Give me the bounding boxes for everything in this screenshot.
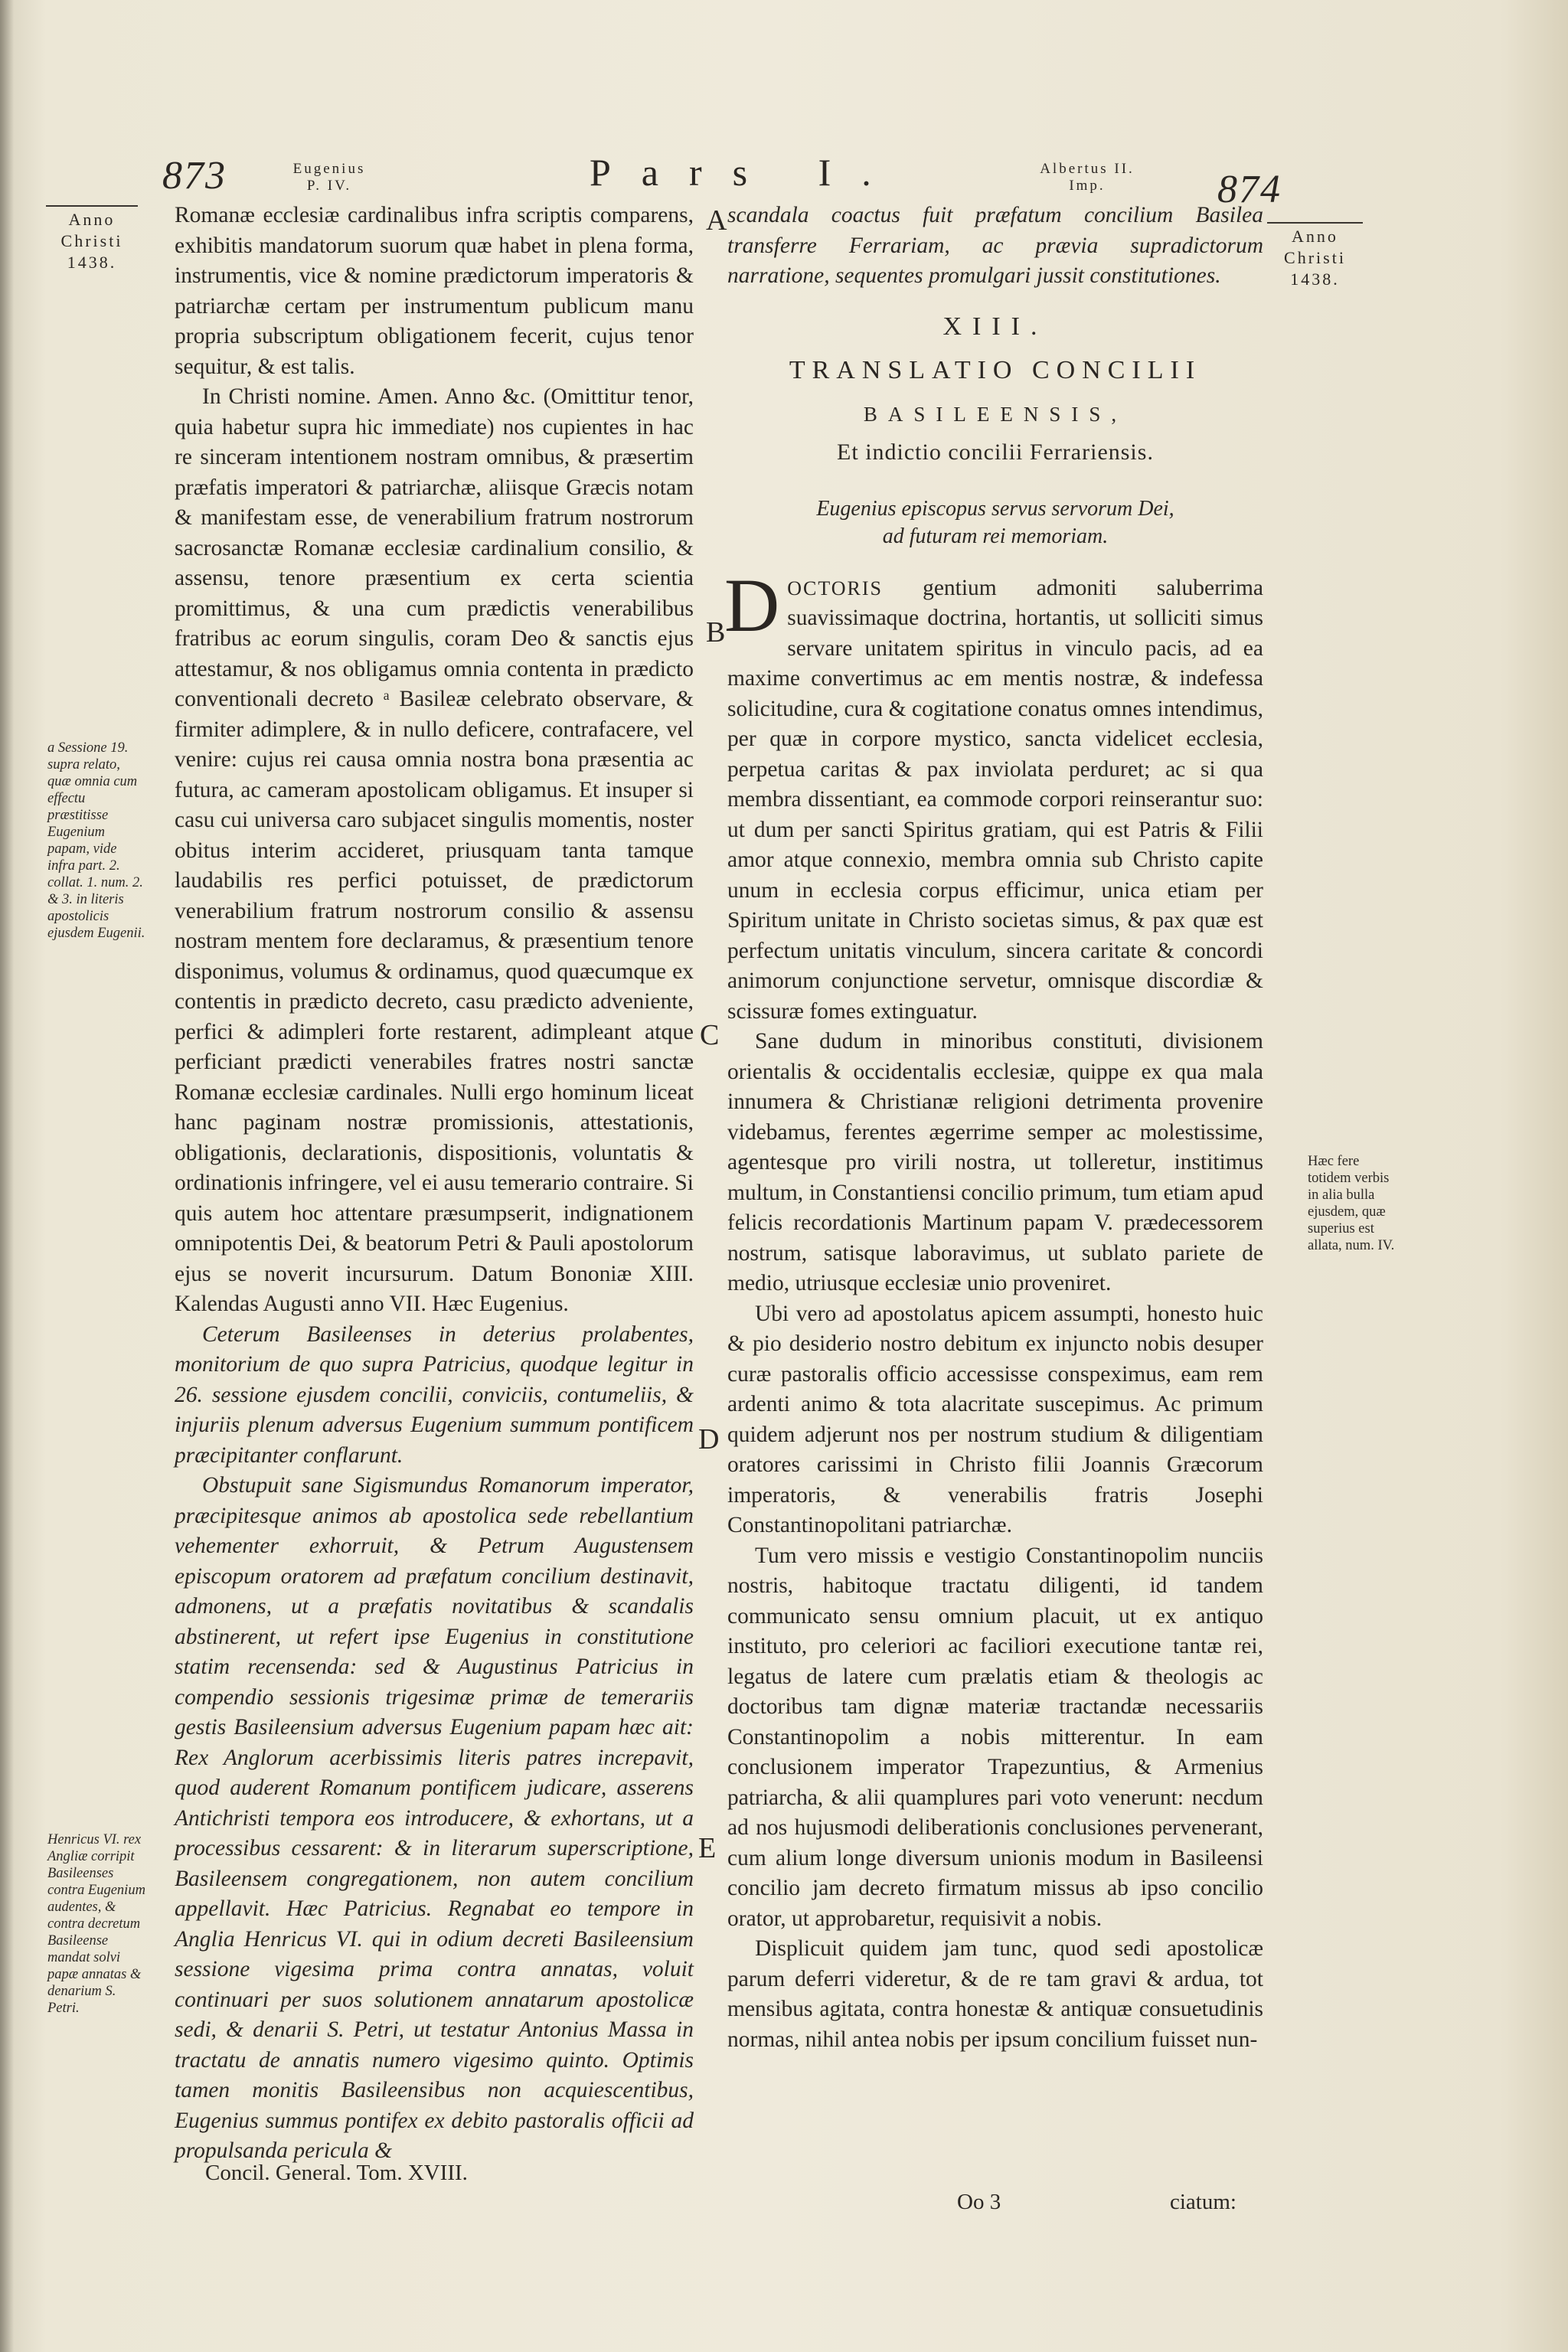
- chapter-subtitle: BASILEENSIS,: [863, 402, 1128, 426]
- left-paragraph-1: Romanæ ecclesiæ cardinalibus infra scriptis comparens, exhibitis mandatorum suorum quæ habet in plena forma, instrumentis, vice & nomine prædictorum imperatoris & patriarchæ certam per instrumentum publicum manu propria subscriptum obligationem fecerit, cujus tenor sequitur, & est talis.: [175, 203, 694, 379]
- bull-address: Eugenius episcopus servus servorum Dei, ad futuram rei memoriam.: [816, 496, 1174, 548]
- right-paragraph-5: Displicuit quidem jam tunc, quod sedi apostolicæ parum deferri videretur, & de re tam gravi & ardua, tot mensibus agitata, contra honestæ & antiquæ consuetudinis normas, nihil antea nobis per ipsum concilium fuisset nun-: [727, 1936, 1263, 2052]
- right-paragraph-4: Tum vero missis e vestigio Constantinopolim nunciis nostris, habitoque tractatu diligenti, id tandem communicato sensu omnium placuit, ut ex antiquo instituto, pro celeriori ac faciliori executione tantæ rei, legatus de latere cum prælatis etiam & theologis ac doctoribus tam dignæ materiæ tractandæ necessariis Constantinopolim a nobis mitterentur. In eam conclusionem imperator Trapezuntius, & Armenius patriarcha, & alii quamplures pari voto venerunt: necdum ad nos hujusmodi deliberationis conclusiones pervenerant, cum alium longe diversum unionis modum in Basileensi concilio jam decreto firmatum missus ab ipso concilio orator, ut approbaretur, requisivit a nobis.: [727, 1543, 1263, 1931]
- section-letter-e: E: [698, 1832, 717, 1864]
- drop-cap: D: [724, 562, 780, 648]
- section-letter-d: D: [698, 1423, 720, 1455]
- left-year-marker: Anno Christi 1438.: [46, 205, 138, 273]
- right-paragraph-1: DOCTORIS gentium admoniti saluberrima suavissimaque doctrina, hortantis, ut solliciti simus servare unitatem spiritus in vinculo pacis, ad ea maxime convertimus ac em mentis nostræ, & indefessa solicitudine, cura & cogitatione conatus omnes intendimus, per quæ in corpore mystico, sancta videlicet ecclesia, perpetua caritas & pax inviolata perduret; ac si qua membra dissentiant, ea commode corpori reinserantur suo: ut dum per sancti Spiritus gratiam, qui est Patris & Filii amor atque connexio, membra omnia sub Christo capite unum in ecclesia corpus efficimur, unica etiam per Spiritum unitate in Christo societas simus, & pax quæ est perfectum unitatis vinculum, sincera caritate & concordi animorum conjunctione servetur, omnisque discordiæ & scissuræ fomes extinguatur.: [724, 562, 1263, 1024]
- right-paragraph-2: Sane dudum in minoribus constituti, divisionem orientalis & occidentalis ecclesiæ, quippe ex qua mala innumera & Christianæ religioni detrimenta provenire videbamus, ferentes ægerrime semper ac molestissime, agentesque pro virili nostra, ut tolleretur, institimus multum, in Constantiensi concilio primum, tum etiam apud felicis recordationis Martinum papam V. prædecessorem nostrum, satisque laboravimus, ut sublato pariete de medio, utriusque ecclesiæ unio proveniret.: [727, 1029, 1263, 1295]
- chapter-title: TRANSLATIO CONCILII: [789, 356, 1202, 384]
- part-title: Pars I.: [590, 151, 902, 194]
- left-running-head: Eugenius P. IV.: [292, 161, 366, 194]
- chapter-subtitle-2: Et indictio concilii Ferrariensis.: [837, 439, 1154, 465]
- right-page-number: 874: [1217, 168, 1282, 211]
- section-letter-b: B: [706, 616, 726, 648]
- left-paragraph-4: Obstupuit sane Sigismundus Romanorum imperator, præcipitesque animos ab apostolica sede rebellantium vehementer exhorruit, & Petrum Augustensem episcopum oratorem ad præfatum concilium destinavit, admonens, ut a præfatis novitatibus & scandalis abstinerent, ut refert ipse Eugenius in constitutione statim recensenda: sed & Augustinus Patricius in compendio sessionis trigesimæ primæ de temerariis gestis Basileensium adversus Eugenium papam hæc ait: Rex Anglorum acerbissimis literis patres increpavit, quod auderent Romanum pontificem judicare, asserens Antichristi tempora eos introducere, & exhortans, ut a processibus cessarent: & in literarum superscriptione, Basileensem congregationem, non autem concilium appellavit. Hæc Patricius. Regnabat eo tempore in Anglia Henricus VI. qui in odium decreti Basileensium sessione vigesima prima contra annatas, voluit continuari per suos solutionem annatarum apostolicæ sedi, & denarii S. Petri, ut testatur Antonius Massa in tractatu de annatis numero vigesimo quinto. Optimis tamen monitis Basileensibus non acquiescentibus, Eugenius summus pontifex ex debito pastoralis officii ad propulsanda pericula &: [175, 1473, 694, 2163]
- catchword: ciatum:: [1170, 2190, 1236, 2214]
- right-text-column: [724, 201, 1263, 2055]
- gutter-shadow: [0, 0, 14, 2352]
- right-intro: scandala coactus fuit præfatum concilium Basilea transferre Ferrariam, ac prævia supradictorum narratione, sequentes promulgari jussit constitutiones.: [727, 203, 1263, 288]
- left-text-column: [175, 201, 694, 2167]
- left-paragraph-3: Ceterum Basileenses in deterius prolabentes, monitorium de quo supra Patricius, quodque legitur in 26. sessione ejusdem concilii, conviciis, contumeliis, & injuriis plenum adversus Eugenium summum pontificem præcipitanter conflarunt.: [175, 1321, 694, 1468]
- right-paragraph-3: Ubi vero ad apostolatus apicem assumpti, honesto huic & pio desiderio nostro debitum ex injuncto nobis desuper curæ pastoralis officio accessisse conspeximus, eam rem ardenti animo & tota alacritate suscepimus. Ac primum quidem adjerunt nos per nostrum studium & diligentiam oratores carissimi in Christo filii Joannis Græcorum imperatoris, & venerabilis fratris Josephi Constantinopolitani patriarchæ.: [727, 1301, 1263, 1537]
- section-letter-a: A: [706, 204, 727, 237]
- margin-note-sessione: a Sessione 19. supra relato, quæ omnia cum effectu præstitisse Eugenium papam, vide infra part. 2. collat. 1. num. 2. & 3. in literis apostolicis ejusdem Eugenii.: [47, 740, 145, 941]
- margin-note-haec-fere: Hæc fere totidem verbis in alia bulla ejusdem, quæ superius est allata, num. IV.: [1308, 1154, 1395, 1253]
- first-word: OCTORIS: [787, 577, 883, 599]
- right-running-head: Albertus II. Imp.: [1040, 161, 1135, 194]
- left-paragraph-2: In Christi nomine. Amen. Anno &c. (Omittitur tenor, quia habetur supra hic immediate) nos cupientes in hac re sinceram intentionem nostram omnibus, & præsertim præfatis imperatori & patriarchæ, aliisque Græcis notam & manifestam esse, de venerabilium fratrum nostrorum sacrosanctæ Romanæ ecclesiæ cardinalium consilio, & assensu, tenore præsentium ex certa scientia promittimus, & una cum prædictis venerabilibus fratribus ac eorum singulis, coram Deo & sanctis ejus attestamur, & nos obligamus omnia contenta in prædicto conventionali decreto ᵃ Basileæ celebrato observare, & firmiter adimplere, & in nullo deficere, contrafacere, vel venire: cujus rei causa omnia nostra bona præsentia ac futura, ac cameram apostolicam obligamus. Et insuper si casu cui universa caro subjacet singulis momentis, noster obitus interim accideret, priusquam tanta tamque laudabilis res perfici potuisset, de prædictorum venerabilium fratrum nostrorum consilio & assensu nostram mentem fore declaramus, & præsentium tenore disponimus, volumus & ordinamus, quod quæcumque ex contentis in prædicto decreto, casu prædicto adveniente, perfici & adimpleri forte restarent, adimpleant atque perficiant prædicti venerabiles fratres nostri sanctæ Romanæ ecclesiæ cardinales. Nulli ergo hominum liceat hanc paginam nostræ promissionis, attestationis, obligationis, declarationis, dispositionis, voluntatis & ordinationis infringere, vel ei ausu temerario contraire. Si quis autem hoc attentare præsumpserit, indignationem omnipotentis Dei, & beatorum Petri & Pauli apostolorum ejus se noverit incursurum. Datum Bononiæ XIII. Kalendas Augusti anno VII. Hæc Eugenius.: [175, 384, 694, 1316]
- chapter-number: XIII.: [942, 312, 1048, 341]
- signature-mark-right: Oo 3: [957, 2190, 1001, 2214]
- left-page-number: 873: [162, 154, 227, 198]
- right-year-marker: Anno Christi 1438.: [1267, 222, 1363, 290]
- margin-note-henricus: Henricus VI. rex Angliæ corripit Basileenses contra Eugenium audentes, & contra decretum Basileense mandat solvi papæ annatas & denarium S. Petri.: [47, 1832, 145, 2016]
- signature-mark-left: Concil. General. Tom. XVIII.: [205, 2161, 468, 2185]
- section-letter-c: C: [700, 1019, 720, 1051]
